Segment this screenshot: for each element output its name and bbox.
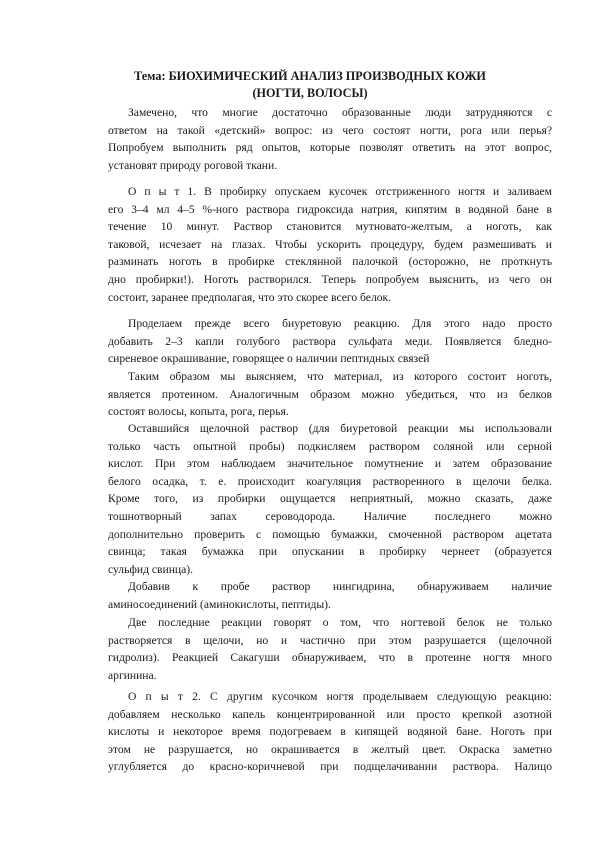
title-line-1: Тема: БИОХИМИЧЕСКИЙ АНАЛИЗ ПРОИЗВОДНЫХ КОЖИ — [134, 69, 486, 83]
paragraph-intro — [88, 104, 552, 174]
paragraph-hydrolysis — [88, 614, 552, 684]
text-line: аргинина. — [108, 668, 157, 682]
text-line: Две последние реакции говорят о том, что ногтевой белок не только — [128, 616, 552, 629]
text-line: таковой, исчезает на глазах. Чтобы ускорить процедуру, будем размешивать и — [108, 237, 552, 251]
text-line: разминать ноготь в пробирке стеклянной палочкой (осторожно, не проткнуть — [108, 255, 552, 269]
text-line: дополнительно проверить с помощью бумажки, смоченной раствором ацетата — [108, 527, 552, 541]
text-line: только часть опытной пробы) подкисляем раствором соляной или серной — [108, 439, 552, 453]
text-line: Проделаем прежде всего биуретовую реакцию. Для этого надо просто — [128, 317, 552, 330]
text-line: сульфид свинца). — [108, 562, 194, 576]
text-line: свинца; такая бумажка при опускании в пробирку чернеет (образуется — [108, 545, 552, 559]
text-line: Оставшийся щелочной раствор (для биуретовой реакции мы использовали — [128, 422, 552, 435]
text-line: установят природу роговой ткани. — [108, 158, 278, 172]
text-line: сиреневое окрашивание, говорящее о наличии пептидных связей — [108, 352, 430, 366]
paragraph-biuret — [88, 315, 552, 368]
text-line: аминосоединений (аминокислоты, пептиды). — [108, 597, 331, 611]
paragraph-protein — [88, 368, 552, 421]
text-line: кислоты и некоторое время подогреваем в кипящей водяной бане. Ноготь при — [108, 725, 552, 739]
text-line: Замечено, что многие достаточно образованные люди затрудняются с — [128, 106, 552, 119]
text-line: Таким образом мы выясняем, что материал, из которого состоит ноготь, — [128, 370, 552, 383]
text-line: дно пробирки!). Ноготь растворился. Теперь попробуем выяснить, из чего он — [108, 272, 552, 286]
text-line: течение 10 минут. Раствор становится мутновато-желтым, а ноготь, как — [108, 220, 552, 234]
text-line: его 3–4 мл 4–5 %-ного раствора гидроксида натрия, кипятим в водяной бане в — [108, 202, 552, 216]
paragraph-ninhydrin — [88, 578, 552, 613]
text-line: этом не разрушается, но окрашивается в желтый цвет. Окраска заметно — [108, 742, 552, 756]
document-title — [90, 68, 530, 102]
paragraph-alkaline — [88, 420, 552, 578]
paragraph-experiment-1 — [88, 183, 552, 306]
title-line-2: (НОГТИ, ВОЛОСЫ) — [252, 86, 368, 100]
text-line: тошнотворный запах сероводорода. Наличие последнего можно — [108, 509, 552, 523]
text-line: белого осадка, т. е. происходит коагуляция растворенного в щелочи белка. — [108, 474, 552, 488]
text-line: Попробуем выполнить ряд опытов, которые позволят ответить на этот вопрос, — [108, 141, 552, 155]
text-line: состоят волосы, копыта, рога, перья. — [108, 405, 289, 419]
text-line: является протеином. Аналогичным образом можно убедиться, что из белков — [108, 387, 552, 401]
text-line: О п ы т 1. В пробирку опускаем кусочек отстриженного ногтя и заливаем — [128, 185, 552, 198]
paragraph-experiment-2 — [88, 688, 552, 776]
text-line: гидролиз). Реакцией Сакагуши обнаруживаем, что в протеине ногтя много — [108, 651, 552, 665]
text-line: О п ы т 2. С другим кусочком ногтя проделываем следующую реакцию: — [128, 690, 552, 703]
text-line: углубляется до красно-коричневой при подщелачивании раствора. Налицо — [108, 760, 552, 774]
text-line: Кроме того, из пробирки ощущается неприятный, можно сказать, даже — [108, 492, 552, 506]
text-line: состоит, заранее предполагая, что это скорее всего белок. — [108, 290, 392, 304]
text-line: добавить 2–3 капли голубого раствора сульфата меди. Появляется бледно- — [108, 334, 552, 348]
text-line: растворяется в щелочи, но и частично при этом разрушается (щелочной — [108, 633, 552, 647]
text-line: Добавив к пробе раствор нингидрина, обнаруживаем наличие — [128, 580, 552, 593]
text-line: ответом на такой «детский» вопрос: из чего состоят ногти, рога или перья? — [108, 123, 552, 137]
text-line: добавляем несколько капель концентрированной или просто крепкой азотной — [108, 707, 552, 721]
text-line: кислот. При этом наблюдаем значительное помутнение и затем образование — [108, 457, 552, 471]
